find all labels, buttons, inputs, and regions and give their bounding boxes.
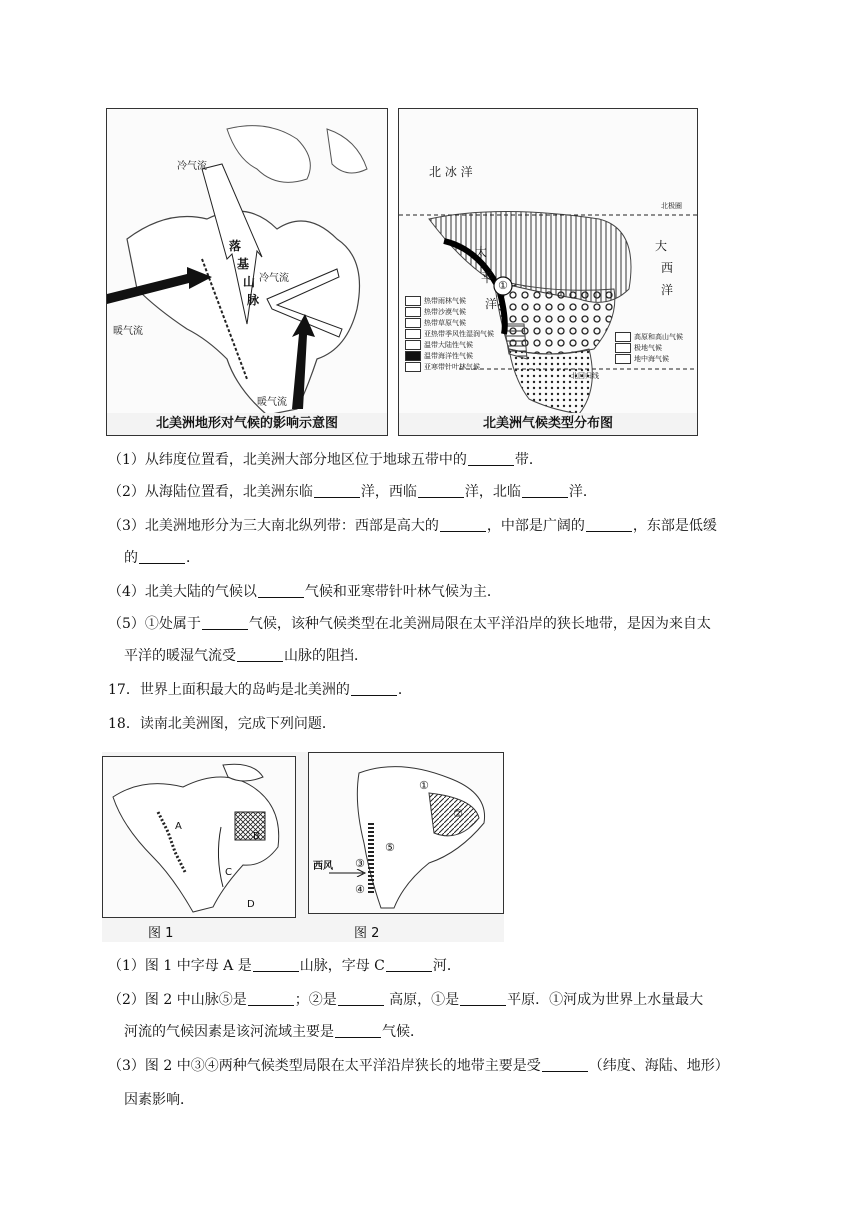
answer-blank[interactable] xyxy=(335,1023,381,1038)
answer-blank[interactable] xyxy=(253,957,299,972)
answer-blank[interactable] xyxy=(139,549,185,564)
q18-part3: （3）图 2 中③④两种气候类型局限在太平洋沿岸狭长的地带主要是受 （纬度、海陆、地形） xyxy=(108,1058,729,1074)
fig1-letter-a: A xyxy=(175,821,182,832)
fig1-north-america-map xyxy=(102,756,296,918)
terrain-climate-map-drawing xyxy=(107,109,387,435)
fig2-marker-5: ⑤ xyxy=(385,841,395,854)
terrain-climate-map xyxy=(106,108,388,436)
right-map-caption: 北美洲气候类型分布图 xyxy=(399,413,697,435)
q16-part2: （2）从海陆位置看，北美洲东临 洋，西临 洋，北临 洋． xyxy=(108,484,597,500)
pacific-label-1: 太 xyxy=(475,245,488,259)
answer-blank[interactable] xyxy=(338,991,384,1006)
answer-blank[interactable] xyxy=(258,583,304,598)
fig1-letter-c: C xyxy=(225,867,232,878)
pacific-label-3: 洋 xyxy=(485,297,498,311)
arctic-circle-label: 北极圈 xyxy=(661,202,682,210)
q18-intro: 18．读南北美洲图，完成下列问题． xyxy=(108,716,336,732)
fig2-marker-1: ① xyxy=(419,779,429,792)
answer-blank[interactable] xyxy=(351,681,397,696)
q16-part4: （4）北美大陆的气候以 气候和亚寒带针叶林气候为主． xyxy=(108,584,501,600)
q16-part5: （5）①处属于 气候，该种气候类型在北美洲局限在太平洋沿岸的狭长地带，是因为来自太 xyxy=(108,616,711,632)
warm-current-label-left: 暖气流 xyxy=(113,326,143,337)
fig2-marker-3: ③ xyxy=(355,857,365,870)
q16-part3-cont: 的 ． xyxy=(124,550,200,566)
legend-item: 亚寒带针叶林气候 xyxy=(405,361,494,372)
climate-type-map-drawing xyxy=(399,109,697,435)
q17: 17．世界上面积最大的岛屿是北美洲的 ． xyxy=(108,682,412,698)
fig1-letter-b: B xyxy=(253,831,260,842)
answer-blank[interactable] xyxy=(314,483,360,498)
answer-blank[interactable] xyxy=(386,957,432,972)
q18-part3-cont: 因素影响． xyxy=(124,1092,194,1108)
answer-blank[interactable] xyxy=(418,483,464,498)
mountain-label-2: 基 xyxy=(237,257,250,271)
left-map-caption: 北美洲地形对气候的影响示意图 xyxy=(107,413,387,435)
fig2-marker-2: ② xyxy=(453,807,463,820)
answer-blank[interactable] xyxy=(237,647,283,662)
fig1-caption: 图 1 xyxy=(148,926,174,941)
legend-right xyxy=(615,331,683,364)
mountain-label-1: 落 xyxy=(229,239,242,253)
mountain-label-3: 山 xyxy=(243,275,256,289)
fig1-drawing xyxy=(103,757,295,917)
answer-blank[interactable] xyxy=(440,517,486,532)
legend-item: 热带沙漠气候 xyxy=(405,306,494,317)
answer-blank[interactable] xyxy=(586,517,632,532)
west-wind-label: 西风 xyxy=(313,861,333,872)
atlantic-label-2: 西 xyxy=(661,261,674,275)
atlantic-label-3: 洋 xyxy=(661,283,674,297)
figure-group-bottom xyxy=(102,752,504,942)
west-wind-arrow-icon xyxy=(329,869,369,877)
fig1-letter-d: D xyxy=(247,899,255,910)
legend-left xyxy=(405,295,494,372)
legend-item: 温带大陆性气候 xyxy=(405,339,494,350)
cold-current-label-top: 冷气流 xyxy=(177,161,207,172)
legend-item: 高原和高山气候 xyxy=(615,331,683,342)
answer-blank[interactable] xyxy=(542,1057,588,1072)
answer-blank[interactable] xyxy=(460,991,506,1006)
q16-part5-cont: 平洋的暖湿气流受 山脉的阻挡． xyxy=(124,648,368,664)
climate-type-map xyxy=(398,108,698,436)
legend-item: 极地气候 xyxy=(615,342,683,353)
fig2-drawing xyxy=(309,753,503,913)
cold-current-label-mid: 冷气流 xyxy=(259,273,289,284)
q18-part2: （2）图 2 中山脉⑤是 ；②是 高原，①是 平原．①河成为世界上水量最大 xyxy=(108,992,704,1008)
mountain-label-4: 脉 xyxy=(247,293,260,307)
legend-item: 亚热带季风性湿润气候 xyxy=(405,328,494,339)
climate-marker-1: ① xyxy=(498,279,508,292)
fig2-caption: 图 2 xyxy=(354,926,380,941)
legend-item: 地中海气候 xyxy=(615,353,683,364)
arctic-ocean-label: 北 冰 洋 xyxy=(429,165,473,179)
answer-blank[interactable] xyxy=(522,483,568,498)
answer-blank[interactable] xyxy=(248,991,294,1006)
legend-item: 热带草原气候 xyxy=(405,317,494,328)
fig2-marker-4: ④ xyxy=(355,883,365,896)
answer-blank[interactable] xyxy=(468,451,514,466)
legend-item: 热带雨林气候 xyxy=(405,295,494,306)
q16-part3: （3）北美洲地形分为三大南北纵列带：西部是高大的 ，中部是广阔的 ，东部是低缓 xyxy=(108,518,717,534)
answer-blank[interactable] xyxy=(202,615,248,630)
fig2-south-america-map xyxy=(308,752,504,914)
q18-part2-cont: 河流的气候因素是该河流域主要是 气候． xyxy=(124,1024,424,1040)
warm-current-label-bottom: 暖气流 xyxy=(257,397,287,408)
pacific-label-2: 平 xyxy=(481,271,494,285)
legend-item: 温带海洋性气候 xyxy=(405,350,494,361)
atlantic-label-1: 大 xyxy=(655,239,668,253)
q16-part1: （1）从纬度位置看，北美洲大部分地区位于地球五带中的 带． xyxy=(108,452,543,468)
q18-part1: （1）图 1 中字母 A 是 山脉，字母 C 河． xyxy=(108,958,461,974)
tropic-label: 北回归线 xyxy=(571,372,599,380)
